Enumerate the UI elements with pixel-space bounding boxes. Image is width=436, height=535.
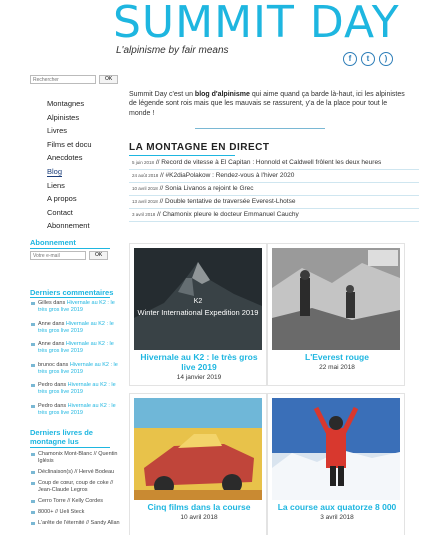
comment-post-link[interactable]: Hivernale au K2 : le très gros live 2019: [38, 300, 115, 313]
card-image[interactable]: [134, 398, 262, 500]
comment-separator: dans: [52, 402, 68, 409]
nav-item-label: Anecdotes: [47, 153, 83, 163]
subscribe-rule: [30, 248, 110, 249]
comment-post-link[interactable]: Hivernale au K2 : le très gros live 2019: [38, 382, 116, 395]
live-item[interactable]: [129, 196, 419, 209]
nav-item-label: Livres: [47, 126, 68, 136]
live-item-separator: //: [157, 185, 166, 192]
twitter-icon[interactable]: t: [361, 52, 375, 66]
summit-climber-image: [272, 398, 400, 500]
intro-part1: Summit Day c'est un: [129, 91, 195, 98]
book-item[interactable]: Coup de cœur, coup de coke // Jean-Claude Legros: [30, 480, 122, 494]
live-item-separator: //: [154, 159, 162, 166]
book-item[interactable]: Chamonix Mont-Blanc // Quentin Iglésis: [30, 451, 122, 465]
subscribe-button[interactable]: OK: [89, 251, 108, 260]
nav-item-anecdotes[interactable]: [47, 151, 92, 165]
card-date: 10 avril 2018: [180, 514, 218, 521]
card[interactable]: [129, 243, 267, 386]
nav-item-abonnement[interactable]: [47, 219, 92, 233]
live-item-date: 10 avril 2018: [132, 186, 158, 191]
live-item-separator: //: [155, 211, 163, 218]
live-feed: [129, 157, 419, 222]
tagline: [116, 45, 229, 56]
book-item[interactable]: Déclinaison(s) // Hervé Bodeau: [30, 469, 122, 476]
comment-separator: dans: [52, 382, 68, 388]
comments-title: Derniers commentaires: [30, 288, 114, 297]
comment-post-link[interactable]: Hivernale au K2 : le très gros live 2019: [38, 402, 116, 416]
subscribe-form: [30, 251, 108, 260]
book-item[interactable]: 8000+ // Ueli Steck: [30, 509, 122, 516]
comment-item: [30, 403, 122, 417]
nav-item-a-propos[interactable]: [47, 192, 92, 206]
nav-item-alpinistes[interactable]: [47, 111, 92, 125]
nav-item-label: Abonnement: [47, 221, 90, 231]
comment-author[interactable]: brunoc: [38, 361, 55, 368]
card-title[interactable]: Hivernale au K2 : le très gros live 2019: [140, 352, 258, 372]
nav-item-label: Contact: [47, 207, 73, 217]
comment-post-link[interactable]: Hivernale au K2 : le très gros live 2019: [38, 320, 114, 334]
card[interactable]: [267, 243, 405, 386]
card-title[interactable]: Cinq films dans la course: [147, 502, 251, 512]
site-title[interactable]: SUMMIT DAY: [113, 0, 400, 48]
comment-post-link[interactable]: Hivernale au K2 : le très gros live 2019: [38, 341, 114, 354]
live-item-date: 24 août 2018: [132, 173, 159, 178]
card-overlay-expedition: Winter International Expedition 2019: [137, 308, 259, 317]
divider: [195, 128, 325, 129]
live-item-separator: //: [158, 172, 166, 179]
card-date: 22 mai 2018: [319, 364, 355, 371]
comment-author[interactable]: Anne: [38, 320, 51, 327]
comments-rule: [30, 297, 110, 298]
search-form: [30, 75, 118, 84]
live-item[interactable]: [129, 209, 419, 222]
rss-icon[interactable]: ): [379, 52, 393, 66]
comic-film-image: [134, 398, 262, 500]
comment-item: [30, 300, 122, 314]
comment-separator: dans: [51, 300, 67, 306]
comment-separator: dans: [54, 361, 70, 368]
nav-item-label: Films et docu: [47, 139, 92, 149]
card-overlay-k2: K2: [193, 298, 203, 305]
nav-item-label: A propos: [47, 194, 77, 204]
main-nav: [47, 97, 92, 233]
card-title[interactable]: La course aux quatorze 8 000: [277, 502, 397, 512]
live-item-date: 3 avril 2018: [132, 212, 156, 217]
card[interactable]: [129, 393, 267, 535]
card-title[interactable]: L'Everest rouge: [305, 352, 369, 362]
books-title-line2: montagne lus: [30, 437, 79, 446]
book-item[interactable]: Cerro Torre // Kelly Cordes: [30, 498, 122, 505]
comments-list: [30, 300, 122, 423]
nav-item-livres[interactable]: [47, 124, 92, 138]
books-list: [30, 451, 122, 531]
comment-item: [30, 341, 122, 355]
facebook-icon[interactable]: f: [343, 52, 357, 66]
intro-part2: qui aime quand ça barde là-haut, ici les alpinistes de légende sont rois mais que les mauvais se rassurent, y'a de la place pour tout le monde !: [129, 91, 405, 117]
books-title: [30, 428, 93, 446]
nav-item-label: Liens: [47, 180, 65, 190]
books-title-line1: Derniers livres de: [30, 428, 93, 437]
card-date: 14 janvier 2019: [176, 374, 222, 381]
comment-author[interactable]: Pedro: [38, 402, 53, 409]
live-title: LA MONTAGNE EN DIRECT: [129, 142, 270, 153]
everest-expedition-image: [272, 248, 400, 350]
card[interactable]: [267, 393, 405, 535]
live-item[interactable]: [129, 170, 419, 183]
live-item-text: Sonia Livanos a rejoint le Grec: [165, 185, 254, 192]
subscribe-title: Abonnement: [30, 238, 76, 247]
comment-item: [30, 382, 122, 396]
comment-item: [30, 321, 122, 335]
live-item-text: Record de vitesse à El Capitan : Honnold et Caldwell frôlent les deux heures: [161, 159, 382, 166]
social-links: [343, 52, 393, 66]
live-item[interactable]: [129, 183, 419, 196]
live-item-date: 13 avril 2018: [132, 199, 158, 204]
live-item-date: 5 juin 2018: [132, 160, 155, 165]
live-item-text: Chamonix pleure le docteur Emmanuel Cauchy: [162, 211, 299, 218]
tagline-emphasis: by fair means: [168, 45, 229, 56]
live-item[interactable]: [129, 157, 419, 170]
card-image[interactable]: [272, 398, 400, 500]
nav-item-films-et-docu[interactable]: [47, 138, 92, 152]
books-rule: [30, 447, 110, 448]
nav-item-montagnes[interactable]: [47, 97, 92, 111]
intro-bold: blog d'alpinisme: [194, 91, 250, 98]
intro-text: [129, 90, 406, 118]
live-item-text: Double tentative de traversée Everest-Lhotse: [165, 198, 296, 205]
comment-author[interactable]: Pedro: [38, 382, 53, 388]
comment-post-link[interactable]: Hivernale au K2 : le très gros live 2019: [38, 361, 118, 375]
book-item[interactable]: L'arête de l'éternité // Sandy Allan: [30, 520, 122, 527]
nav-item-label: Blog: [47, 166, 63, 176]
tagline-text: L'alpinisme: [116, 45, 169, 56]
nav-item-label: Alpinistes: [47, 112, 80, 122]
comment-separator: dans: [50, 320, 66, 327]
live-rule: [129, 155, 235, 156]
nav-item-label: Montagnes: [47, 99, 85, 108]
email-field[interactable]: [30, 251, 86, 260]
nav-item-liens[interactable]: [47, 179, 92, 193]
comment-author[interactable]: Anne: [38, 341, 51, 347]
search-button[interactable]: OK: [99, 75, 118, 84]
nav-item-contact[interactable]: [47, 206, 92, 220]
live-item-separator: //: [157, 198, 166, 205]
comment-separator: dans: [50, 341, 66, 347]
nav-item-blog[interactable]: [47, 165, 92, 179]
card-image[interactable]: [272, 248, 400, 350]
search-input[interactable]: [30, 75, 96, 84]
comment-item: [30, 362, 122, 376]
card-date: 3 avril 2018: [320, 514, 354, 521]
card-image[interactable]: [134, 248, 262, 350]
live-item-text: #K2diaPolakow : Rendez-vous à l'hiver 2020: [165, 172, 295, 179]
comment-author[interactable]: Gilles: [38, 300, 52, 306]
